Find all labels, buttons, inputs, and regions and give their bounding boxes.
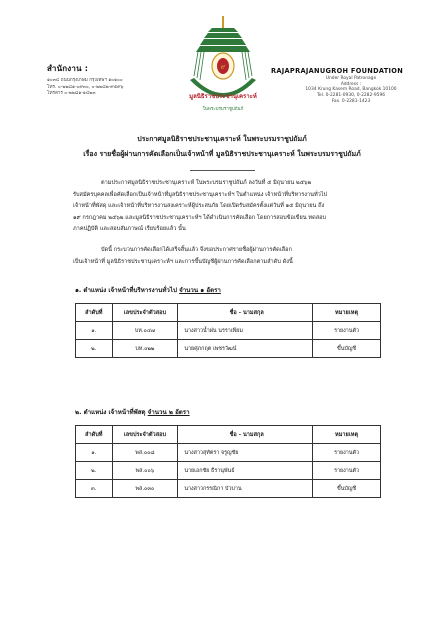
cell-order: ๓. (76, 480, 113, 498)
foundation-address-label: Address : (340, 81, 362, 87)
office-label: สำนักงาน : (47, 64, 89, 73)
result-line: บัดนี้ กระบวนการคัดเลือกได้เสร็จสิ้นแล้ว จึงขอประกาศรายชื่อผู้ผ่านการคัดเลือก (101, 247, 292, 253)
foundation-name: RAJAPRAJANUGROH FOUNDATION (271, 67, 404, 75)
cell-exam-id: บห.๐๒๒ (112, 340, 178, 358)
intro-paragraph (73, 178, 395, 236)
cell-order: ๑. (76, 322, 113, 340)
table-row (76, 322, 381, 340)
column-header-name: ชื่อ - นามสกุล (178, 304, 313, 322)
table-header-row (76, 304, 381, 322)
table-header-row (76, 426, 381, 444)
intro-line: รับสมัครบุคคลเพื่อคัดเลือกเป็นเจ้าหน้าที่มูลนิธิราชประชานุเคราะห์ฯ ในตำแหน่ง เจ้าหน้าที่บริหารงานทั่วไป (73, 191, 328, 198)
column-header-order: ลำดับที่ (76, 304, 113, 322)
procurement-table (75, 425, 381, 498)
column-header-exam-id: เลขประจำตัวสอบ (112, 426, 178, 444)
intro-line: ภาคปฏิบัติ และสอบสัมภาษณ์ เรียบร้อยแล้ว นั้น (73, 226, 186, 233)
svg-text:มูลนิธิราชประชานุเคราะห์: มูลนิธิราชประชานุเคราะห์ (189, 93, 257, 100)
svg-text:ในพระบรมราชูปถัมภ์: ในพระบรมราชูปถัมภ์ (202, 107, 244, 112)
column-header-name: ชื่อ - นามสกุล (178, 426, 313, 444)
cell-remark: รายงานตัว (313, 444, 381, 462)
cell-order: ๒. (76, 340, 113, 358)
cell-remark: รายงานตัว (313, 322, 381, 340)
office-address-block (47, 66, 167, 98)
intro-line: ๑๙ กรกฎาคม ๒๕๖๒ และมูลนิธิราชประชานุเคราะห์ฯ ได้ดำเนินการคัดเลือก โดยการสอบข้อเขียน ทดสอบ (73, 214, 327, 221)
announcement-subject: เรื่อง รายชื่อผู้ผ่านการคัดเลือกเป็นเจ้าหน้าที่ มูลนิธิราชประชานุเคราะห์ ในพระบรมราชูปถัมภ์ (83, 150, 361, 158)
table-row (76, 340, 381, 358)
section-position-count: จำนวน ๑ อัตรา (179, 287, 221, 294)
cell-exam-id: พส.๐๓๐ (112, 480, 178, 498)
column-header-order: ลำดับที่ (76, 426, 113, 444)
svg-text:๙: ๙ (220, 63, 226, 71)
cell-exam-id: พส.๐๐๘ (112, 444, 178, 462)
cell-remark: ขึ้นบัญชี (313, 340, 381, 358)
announcement-title: ประกาศมูลนิธิราชประชานุเคราะห์ ในพระบรมราชูปถัมภ์ (137, 135, 307, 143)
foundation-patronage: Under Royal Patronage (325, 75, 377, 81)
result-line: เป็นเจ้าหน้าที่ มูลนิธิราชประชานุเคราะห์ฯ และการขึ้นบัญชีผู้ผ่านการคัดเลือกตามลำดับ ดังนี้ (73, 258, 293, 265)
section-heading-general-admin (75, 285, 221, 295)
column-header-remark: หมายเหตุ (313, 304, 381, 322)
column-header-remark: หมายเหตุ (313, 426, 381, 444)
cell-order: ๑. (76, 444, 113, 462)
foundation-address: 1034 Krung Kasem Road, Bangkok 10100 (305, 87, 397, 93)
cell-order: ๒. (76, 462, 113, 480)
office-address-line: ๑๐๓๔ ถนนกรุงเกษม กรุงเทพฯ ๑๐๑๐๐ (47, 78, 123, 84)
cell-exam-id: พส.๐๐๖ (112, 462, 178, 480)
table-row (76, 480, 381, 498)
cell-name: นางสาวสุทัตรา จรูญชัย (178, 444, 313, 462)
cell-name: นายเอกชัย ธีรานุพันธ์ (178, 462, 313, 480)
section-heading-procurement (75, 407, 190, 417)
section-heading-text: ๒. ตำแหน่ง เจ้าหน้าที่พัสดุ (75, 409, 146, 416)
title-divider (190, 170, 255, 171)
foundation-fax: Fax. 0-2281-1423 (331, 98, 371, 104)
cell-remark: ขึ้นบัญชี (313, 480, 381, 498)
section-position-count: จำนวน ๒ อัตรา (147, 409, 190, 416)
intro-line: เจ้าหน้าที่พัสดุ และเจ้าหน้าที่บริหารงานสงเคราะห์ผู้ประสบภัย โดยเปิดรับสมัครตั้งแต่วันที่ ๑๕ มิถุนายน ถึง (73, 203, 325, 210)
section-heading-text: ๑. ตำแหน่ง เจ้าหน้าที่บริหารงานทั่วไป (75, 287, 177, 294)
result-paragraph (73, 245, 395, 268)
cell-exam-id: บห.๐๔๗ (112, 322, 178, 340)
intro-line: ตามประกาศมูลนิธิราชประชานุเคราะห์ ในพระบรมราชูปถัมภ์ ลงวันที่ ๕ มิถุนายน ๒๕๖๒ (101, 180, 312, 186)
cell-name: นายศุภกฤต เพชรวัฒน์ (178, 340, 313, 358)
office-fax-line: โทรสาร ๐-๒๒๘๑-๑๔๒๓ (47, 91, 96, 97)
cell-name: นางสาวกรรณิกา บัวบาน (178, 480, 313, 498)
office-phone-line: โทร. ๐-๒๒๘๑-๐๙๓๐, ๐-๒๒๘๒-๙๕๙๖ (47, 84, 124, 90)
foundation-address-block (271, 69, 431, 105)
cell-name: นางสาวน้ำฝน นรราเพียม (178, 322, 313, 340)
table-row (76, 462, 381, 480)
foundation-tel: Tel. 0-2281-0930, 0-2282-9596 (316, 93, 386, 99)
column-header-exam-id: เลขประจำตัวสอบ (112, 304, 178, 322)
general-admin-table (75, 303, 381, 358)
cell-remark: รายงานตัว (313, 462, 381, 480)
table-row (76, 444, 381, 462)
foundation-logo (178, 14, 268, 124)
